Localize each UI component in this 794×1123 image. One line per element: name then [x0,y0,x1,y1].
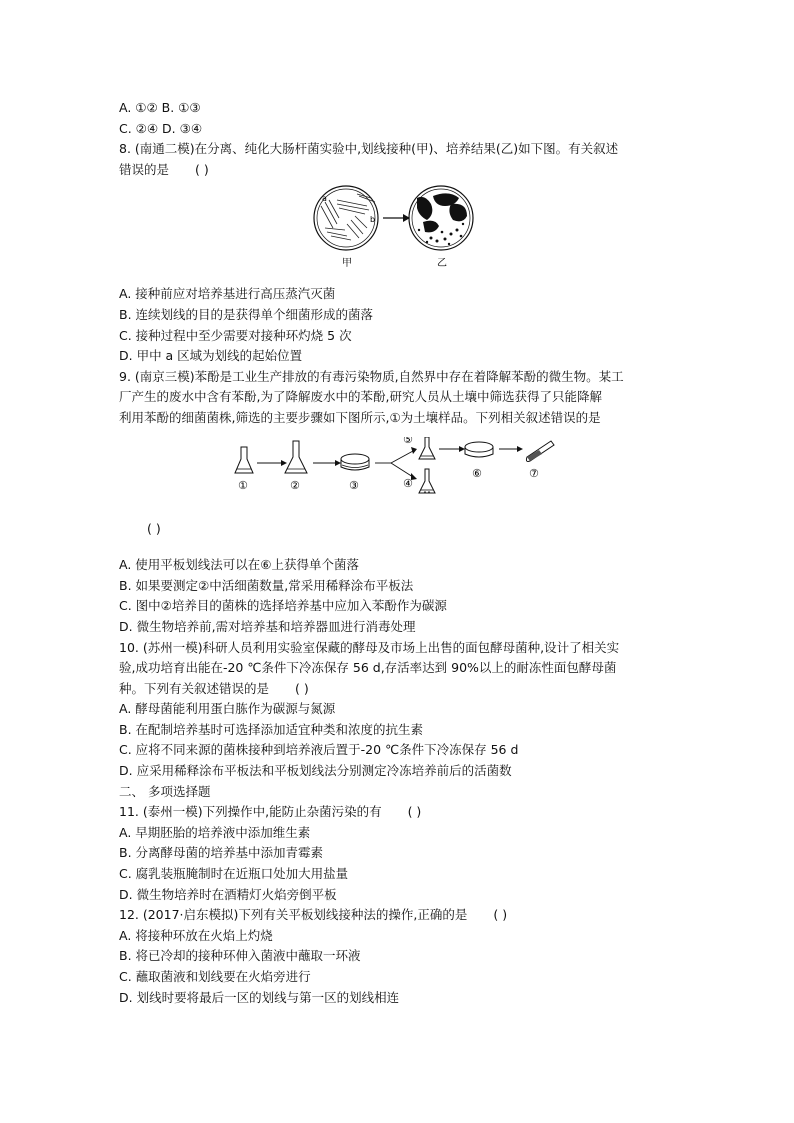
step-4-label: ④ [403,476,413,490]
q12-option-d: D. 划线时要将最后一区的划线与第一区的划线相连 [119,989,400,1005]
step-6-label: ⑥ [472,466,482,480]
q12-option-a: A. 将接种环放在火焰上灼烧 [119,927,273,943]
q10-stem-line3 [119,679,679,700]
q9-option-d: D. 微生物培养前,需对培养基和培养器皿进行消毒处理 [119,618,416,634]
q8-option-c: C. 接种过程中至少需要对接种环灼烧 5 次 [119,327,352,343]
q8-stem-line2 [119,160,679,181]
flask-icon [419,469,435,493]
q11-answer-blank: ( ) [407,804,422,820]
q12-option-b: B. 将已冷却的接种环伸入菌液中蘸取一环液 [119,948,361,964]
petri-dish-diagram [119,184,679,278]
zone-b-mark: b [370,215,376,225]
q9-answer-blank: ( ) [147,520,161,536]
q9-option-a: A. 使用平板划线法可以在⑥上获得单个菌落 [119,557,359,573]
q10-option-b: B. 在配制培养基时可选择添加适宜种类和浓度的抗生素 [119,721,424,737]
q12-option-c: C. 蘸取菌液和划线要在火焰旁进行 [119,969,311,984]
q12-stem-text: 12. (2017·启东模拟)下列有关平板划线接种法的操作,正确的是 [119,907,468,923]
step-5-label: ⑤ [403,436,413,446]
q11-option-b: B. 分离酵母菌的培养基中添加青霉素 [119,845,324,861]
q11-option-a: A. 早期胚胎的培养液中添加维生素 [119,824,311,840]
step-3-label: ③ [349,478,359,492]
step-1-label: ① [238,478,248,492]
q10-stem-line1: 10. (苏州一模)科研人员利用实验室保藏的酵母及市场上出售的面包酵母菌种,设计了相关实 [119,639,620,655]
petri-dish-icon [465,442,493,457]
q8-stem-line1: 8. (南通二模)在分离、纯化大肠杆菌实验中,划线接种(甲)、培养结果(乙)如下图。有关叙述 [119,141,619,157]
q10-answer-blank: ( ) [295,680,309,696]
petri-dish-icon [341,454,369,470]
q9-figure [119,437,679,513]
step-7-label: ⑦ [529,466,539,480]
flask-icon [419,437,435,459]
arrow-icon [383,214,410,222]
q10-stem-line2: 验,成功培育出能在-20 ℃条件下冷冻保存 56 d,存活率达到 90%以上的耐冻性面包酵母菌 [119,660,617,676]
q9-stem-line3: 利用苯酚的细菌菌株,筛选的主要步骤如下图所示,①为土壤样品。下列相关叙述错误的是 [119,409,601,425]
screening-steps-diagram [119,437,679,513]
flask-icon [235,447,253,473]
q8-option-b: B. 连续划线的目的是获得单个细菌形成的菌落 [119,306,374,322]
culture-result-dish [409,186,473,250]
label-jia: 甲 [342,258,352,270]
q9-stem-line2: 厂产生的废水中含有苯酚,为了降解废水中的苯酚,研究人员从土壤中筛选获得了只能降解 [119,389,602,405]
step-2-label: ② [290,478,300,492]
q9-stem-line1: 9. (南京三模)苯酚是工业生产排放的有毒污染物质,自然界中存在着降解苯酚的微生物。某工 [119,368,624,384]
q10-option-a: A. 酵母菌能利用蛋白胨作为碳源与氮源 [119,701,336,717]
q8-option-a: A. 接种前应对培养基进行高压蒸汽灭菌 [119,286,336,302]
q9-option-c: C. 图中②培养目的菌株的选择培养基中应加入苯酚作为碳源 [119,598,447,614]
q11-stem-text: 11. (泰州一模)下列操作中,能防止杂菌污染的有 [119,804,382,820]
document-page [119,98,679,1008]
q10-option-c: C. 应将不同来源的菌株接种到培养液后置于-20 ℃条件下冷冻保存 56 d [119,742,519,758]
q10-stem-text: 种。下列有关叙述错误的是 [119,680,270,696]
q10-option-d: D. 应采用稀释涂布平板法和平板划线法分别测定冷冻培养前后的活菌数 [119,763,512,779]
q8-option-d: D. 甲中 a 区域为划线的起始位置 [119,348,303,364]
zone-a-mark: a [322,194,327,204]
q8-stem-text: 错误的是 [119,161,170,177]
q12-answer-blank: ( ) [493,907,508,923]
q12-stem [119,905,679,926]
q9-option-b: B. 如果要测定②中活细菌数量,常采用稀释涂布平板法 [119,577,414,593]
q11-option-d: D. 微生物培养时在酒精灯火焰旁倒平板 [119,886,337,902]
answer-options-cd: C. ②④ D. ③④ [119,120,203,136]
test-tube-icon [526,441,554,462]
label-yi: 乙 [437,258,447,270]
answer-options-ab: A. ①② B. ①③ [119,100,201,115]
section-heading-multiple-choice: 二、 多项选择题 [119,783,211,799]
q8-figure [119,184,679,278]
q11-stem [119,802,679,823]
q8-answer-blank: ( ) [195,161,209,177]
flask-icon [285,441,307,473]
q11-option-c: C. 腐乳装瓶腌制时在近瓶口处加大用盐量 [119,866,349,882]
